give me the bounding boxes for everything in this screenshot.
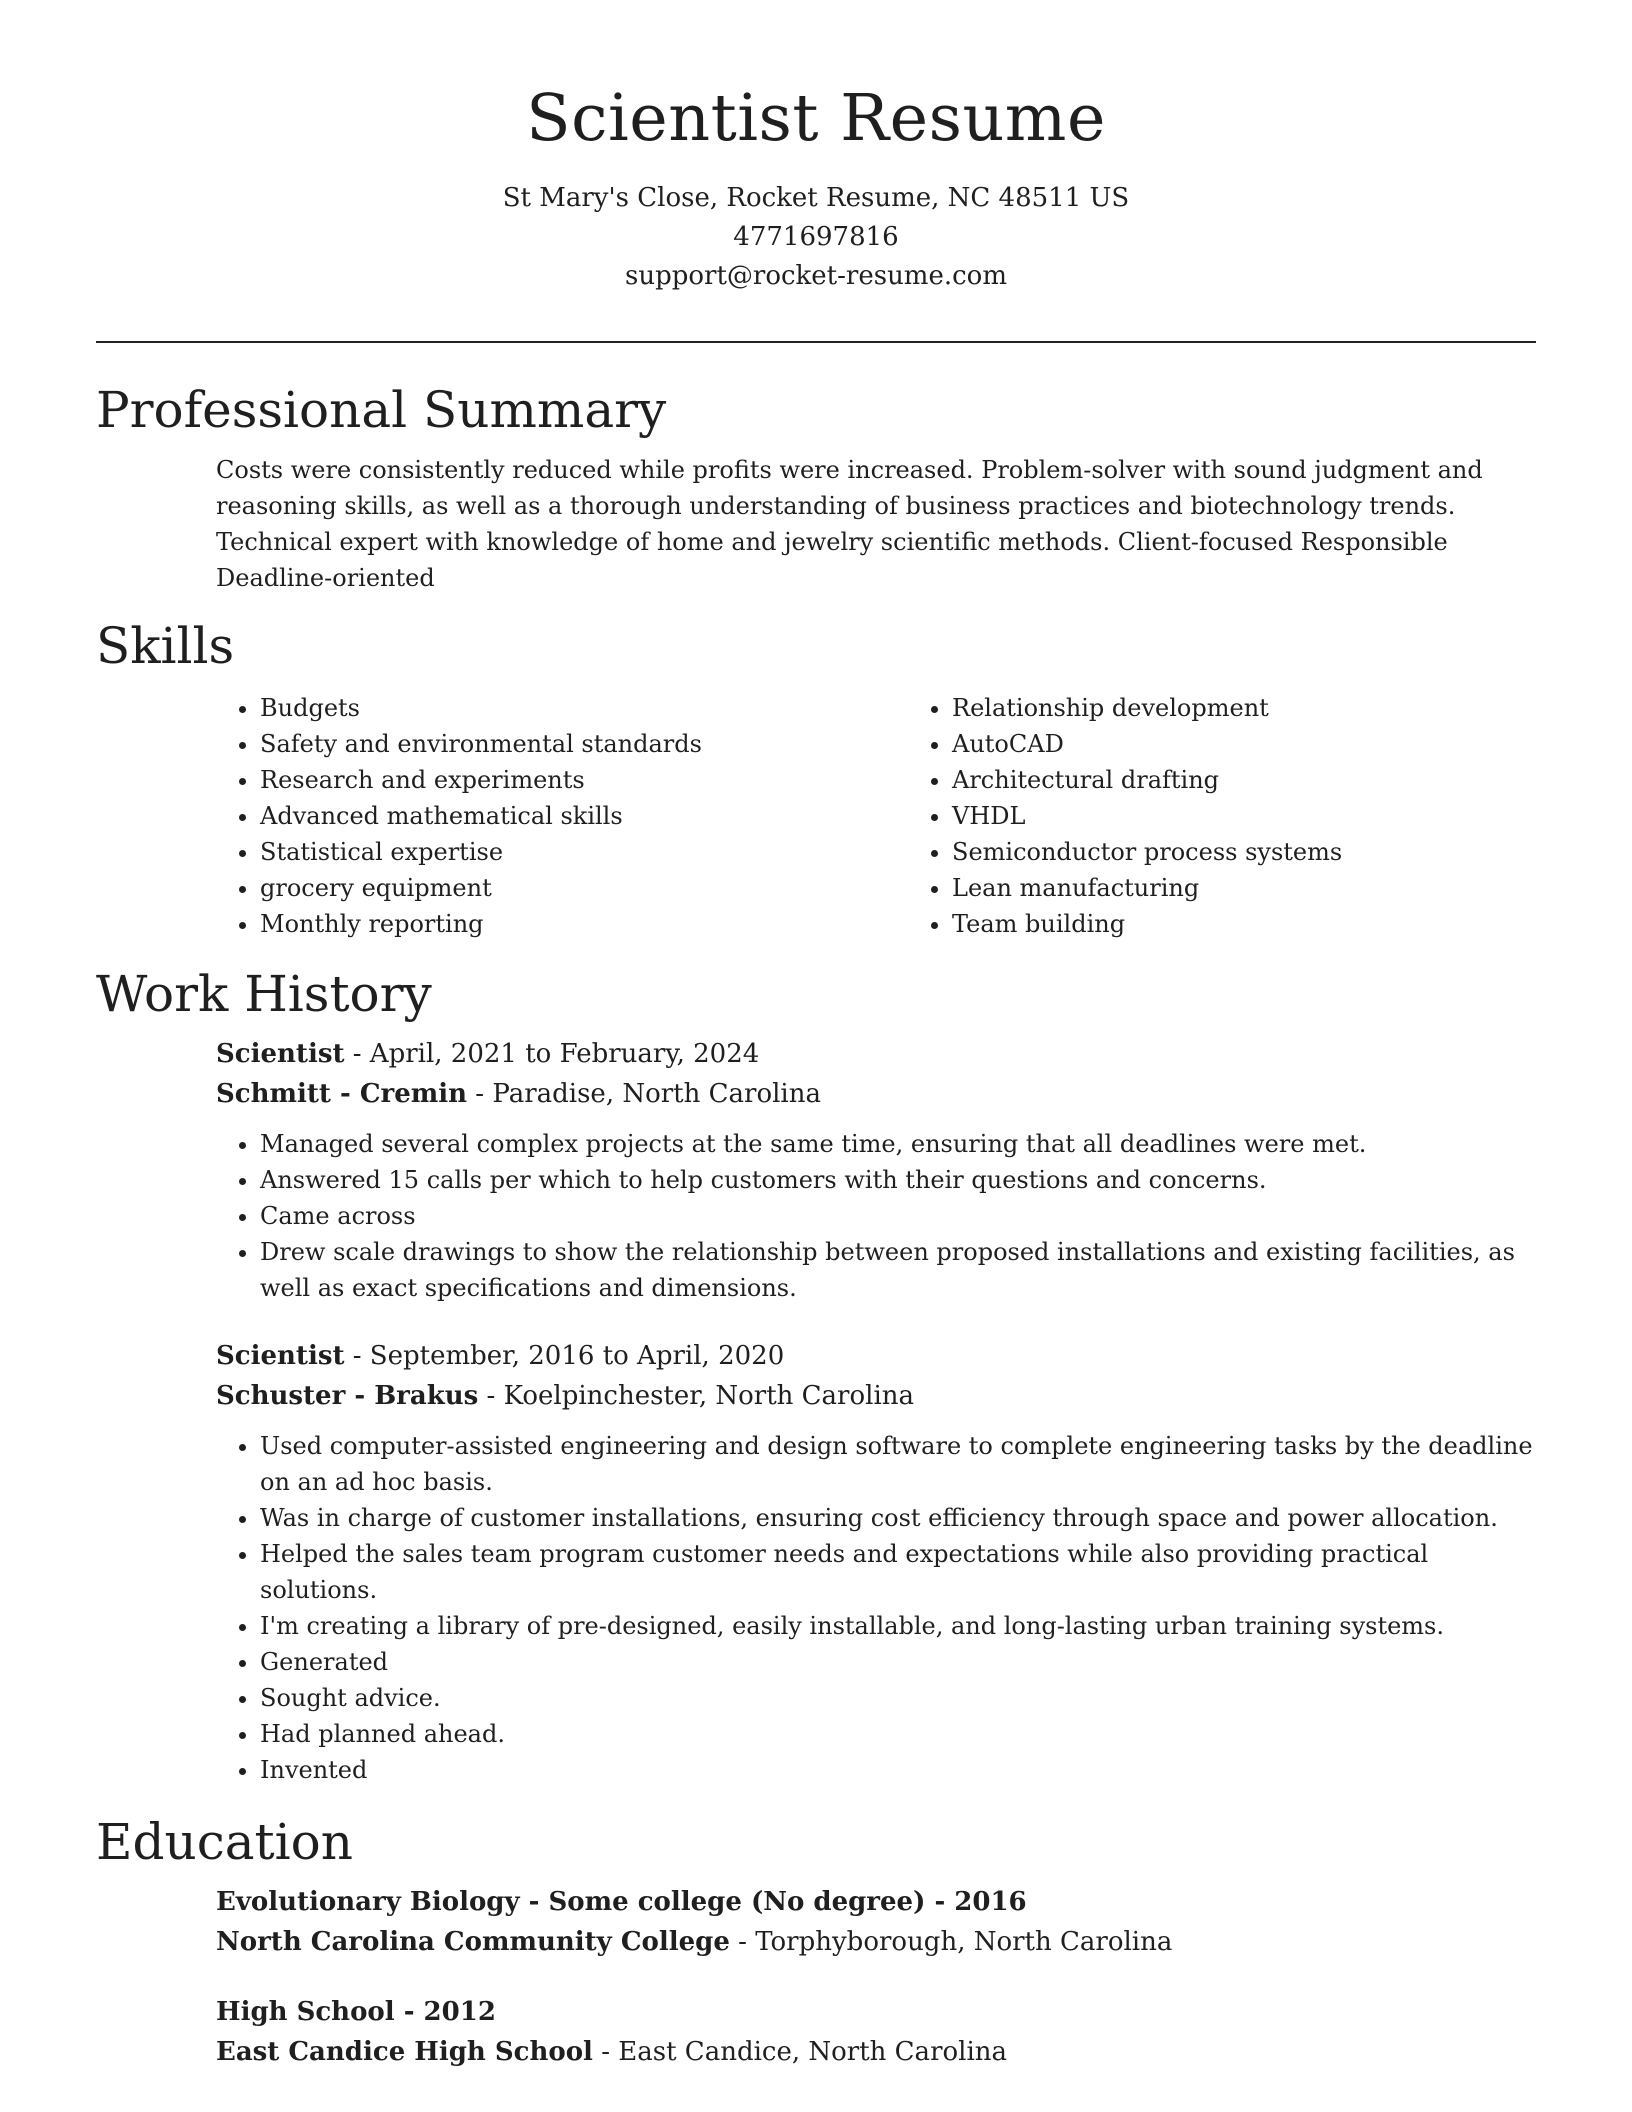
- skills-heading: Skills: [96, 617, 235, 675]
- separator: -: [344, 1341, 370, 1371]
- job-title-line: [216, 1034, 1536, 1074]
- education-location: Torphyborough, North Carolina: [755, 1927, 1173, 1957]
- separator: -: [467, 1079, 493, 1109]
- job-bullet: • Answered 15 calls per which to help customers with their questions and concerns.: [260, 1162, 1536, 1198]
- job-bullet: • Had planned ahead.: [260, 1716, 1536, 1752]
- skill-item: • Monthly reporting: [260, 906, 908, 942]
- education-school-line: [216, 1922, 1536, 1962]
- skill-item: • Architectural drafting: [952, 762, 1342, 798]
- work-history-heading: Work History: [96, 965, 432, 1023]
- education-location: East Candice, North Carolina: [618, 2037, 1008, 2067]
- summary-text: Costs were consistently reduced while profits were increased. Problem-solver with sound judgment and reasoning skills, as well as a thorough understanding of business practices and biotechnology trends. Technical expert with knowledge of home and jewelry scientific methods. Client-focused Responsible Deadline-oriented: [216, 456, 1483, 592]
- job-bullet: • Was in charge of customer installations, ensuring cost efficiency through space and power allocation.: [260, 1500, 1536, 1536]
- separator: -: [592, 2037, 619, 2067]
- job-dates: April, 2021 to February, 2024: [369, 1039, 760, 1069]
- contact-block: [0, 179, 1632, 296]
- job-bullet: • Helped the sales team program customer needs and expectations while also providing practical solutions.: [260, 1536, 1536, 1608]
- separator: -: [478, 1381, 504, 1411]
- job-bullet: • Came across: [260, 1198, 1536, 1234]
- skill-item: • Safety and environmental standards: [260, 726, 908, 762]
- header-divider: [96, 341, 1536, 343]
- job-bullet: • I'm creating a library of pre-designed, easily installable, and long-lasting urban training systems.: [260, 1608, 1536, 1644]
- job-bullet: • Used computer-assisted engineering and design software to complete engineering tasks by the deadline on an ad hoc basis.: [260, 1428, 1536, 1500]
- skill-item: • VHDL: [952, 798, 1342, 834]
- skill-item: • grocery equipment: [260, 870, 908, 906]
- education-entry: [216, 1992, 1536, 2072]
- skill-item: • AutoCAD: [952, 726, 1342, 762]
- education-school-line: [216, 2032, 1536, 2072]
- job-company: Schuster - Brakus: [216, 1381, 479, 1411]
- education-section: [96, 1812, 1536, 2072]
- skill-item: • Budgets: [260, 690, 908, 726]
- job-bullets: [216, 1428, 1536, 1788]
- job-bullet: • Drew scale drawings to show the relationship between proposed installations and existing facilities, as well as exact specifications and dimensions.: [260, 1234, 1536, 1306]
- job-bullet: • Managed several complex projects at the same time, ensuring that all deadlines were met.: [260, 1126, 1536, 1162]
- job-title: Scientist: [216, 1341, 345, 1371]
- skills-section: [96, 616, 1536, 942]
- summary-heading: Professional Summary: [96, 381, 667, 439]
- job-location: Koelpinchester, North Carolina: [503, 1381, 915, 1411]
- education-degree-line: [216, 1992, 1536, 2032]
- job-title: Scientist: [216, 1039, 345, 1069]
- job-bullet: • Invented: [260, 1752, 1536, 1788]
- skill-item: • Advanced mathematical skills: [260, 798, 908, 834]
- job-bullet: • Generated: [260, 1644, 1536, 1680]
- separator: -: [729, 1927, 756, 1957]
- education-degree: Evolutionary Biology - Some college (No degree) - 2016: [216, 1887, 1027, 1917]
- education-school: East Candice High School: [216, 2037, 593, 2067]
- education-entry: [216, 1882, 1536, 1962]
- summary-section: [96, 380, 1536, 596]
- education-degree: High School - 2012: [216, 1997, 496, 2027]
- skills-columns: [216, 690, 1536, 942]
- skill-item: • Relationship development: [952, 690, 1342, 726]
- resume-content: [96, 380, 1536, 2072]
- job-entry: [216, 1034, 1536, 1306]
- education-school: North Carolina Community College: [216, 1927, 730, 1957]
- job-bullets: [216, 1126, 1536, 1306]
- job-company-line: [216, 1074, 1536, 1114]
- job-title-line: [216, 1336, 1536, 1376]
- skill-item: • Statistical expertise: [260, 834, 908, 870]
- phone-text: 4771697816: [733, 221, 899, 252]
- resume-header: [0, 0, 1632, 296]
- resume-title: Scientist Resume: [526, 81, 1106, 156]
- email-text: support@rocket-resume.com: [624, 260, 1007, 291]
- skill-item: • Research and experiments: [260, 762, 908, 798]
- separator: -: [344, 1039, 370, 1069]
- skills-list-right: [908, 690, 1342, 942]
- address-text: St Mary's Close, Rocket Resume, NC 48511 US: [502, 182, 1130, 213]
- job-company: Schmitt - Cremin: [216, 1079, 468, 1109]
- education-heading: Education: [96, 1813, 353, 1871]
- skill-item: • Lean manufacturing: [952, 870, 1342, 906]
- job-location: Paradise, North Carolina: [492, 1079, 821, 1109]
- skill-item: • Team building: [952, 906, 1342, 942]
- education-degree-line: [216, 1882, 1536, 1922]
- job-dates: September, 2016 to April, 2020: [369, 1341, 785, 1371]
- skill-item: • Semiconductor process systems: [952, 834, 1342, 870]
- skills-list-left: [216, 690, 908, 942]
- job-entry: [216, 1336, 1536, 1788]
- job-bullet: • Sought advice.: [260, 1680, 1536, 1716]
- job-company-line: [216, 1376, 1536, 1416]
- work-history-section: [96, 964, 1536, 1788]
